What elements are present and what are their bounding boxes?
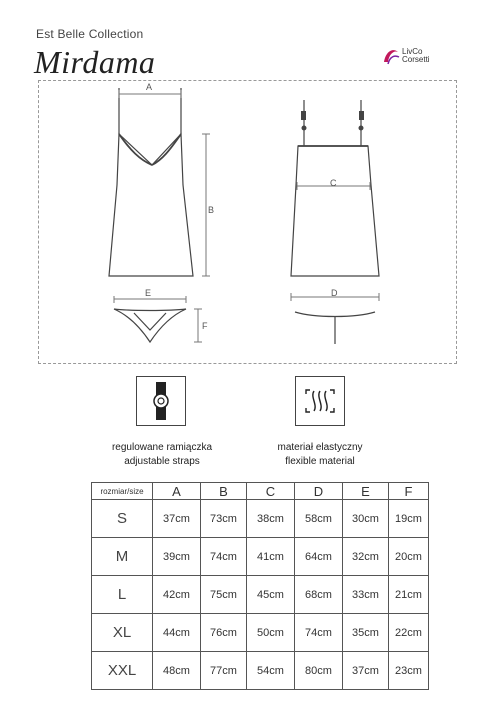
- value-cell: 64cm: [295, 538, 343, 576]
- value-cell: 48cm: [153, 652, 201, 690]
- value-cell: 21cm: [389, 576, 429, 614]
- label-c: C: [330, 178, 337, 188]
- dimension-f: [194, 309, 202, 342]
- size-cell: M: [92, 538, 153, 576]
- table-row: [92, 652, 429, 690]
- label-b: B: [208, 205, 215, 215]
- value-cell: 41cm: [247, 538, 295, 576]
- value-cell: 68cm: [295, 576, 343, 614]
- table-row: [92, 538, 429, 576]
- size-cell: XXL: [92, 652, 153, 690]
- table-row: [92, 500, 429, 538]
- collection-name: Est Belle Collection: [36, 27, 144, 41]
- size-corner-label: rozmiar/size: [92, 483, 153, 500]
- flexible-material-icon: [295, 376, 345, 426]
- logo-text-line1: LivCo: [402, 47, 423, 56]
- value-cell: 20cm: [389, 538, 429, 576]
- label-a: A: [146, 82, 153, 92]
- table-row: [92, 614, 429, 652]
- value-cell: 23cm: [389, 652, 429, 690]
- strap-adjusters: [301, 111, 364, 131]
- value-cell: 33cm: [343, 576, 389, 614]
- value-cell: 39cm: [153, 538, 201, 576]
- feature-flexible-material: [235, 441, 405, 469]
- size-table-header: [92, 483, 429, 500]
- label-d: D: [331, 288, 338, 298]
- value-cell: 32cm: [343, 538, 389, 576]
- value-cell: 73cm: [201, 500, 247, 538]
- column-header: B: [201, 483, 247, 500]
- value-cell: 50cm: [247, 614, 295, 652]
- value-cell: 37cm: [153, 500, 201, 538]
- value-cell: 74cm: [295, 614, 343, 652]
- column-header: C: [247, 483, 295, 500]
- value-cell: 44cm: [153, 614, 201, 652]
- label-f: F: [202, 321, 208, 331]
- value-cell: 42cm: [153, 576, 201, 614]
- logo-text-line2: Corsetti: [402, 55, 430, 64]
- column-header: E: [343, 483, 389, 500]
- value-cell: 37cm: [343, 652, 389, 690]
- column-header: D: [295, 483, 343, 500]
- value-cell: 74cm: [201, 538, 247, 576]
- column-header: F: [389, 483, 429, 500]
- value-cell: 80cm: [295, 652, 343, 690]
- column-header: A: [153, 483, 201, 500]
- value-cell: 35cm: [343, 614, 389, 652]
- value-cell: 22cm: [389, 614, 429, 652]
- size-table: [91, 482, 429, 690]
- label-e: E: [145, 288, 152, 298]
- adjustable-strap-icon: [136, 376, 186, 426]
- value-cell: 45cm: [247, 576, 295, 614]
- brief-view: [114, 309, 186, 342]
- brief-back-view: [295, 312, 375, 344]
- feature-label-en: flexible material: [285, 456, 355, 467]
- size-cell: XL: [92, 614, 153, 652]
- feature-label-pl: materiał elastyczny: [277, 442, 363, 453]
- value-cell: 77cm: [201, 652, 247, 690]
- value-cell: 30cm: [343, 500, 389, 538]
- size-cell: S: [92, 500, 153, 538]
- feature-adjustable-straps: [77, 441, 247, 469]
- front-view: [109, 88, 193, 276]
- size-cell: L: [92, 576, 153, 614]
- feature-label-en: adjustable straps: [124, 456, 200, 467]
- value-cell: 75cm: [201, 576, 247, 614]
- value-cell: 58cm: [295, 500, 343, 538]
- value-cell: 54cm: [247, 652, 295, 690]
- table-row: [92, 576, 429, 614]
- value-cell: 19cm: [389, 500, 429, 538]
- product-name: Mirdama: [34, 44, 156, 80]
- value-cell: 76cm: [201, 614, 247, 652]
- value-cell: 38cm: [247, 500, 295, 538]
- feature-label-pl: regulowane ramiączka: [111, 442, 213, 453]
